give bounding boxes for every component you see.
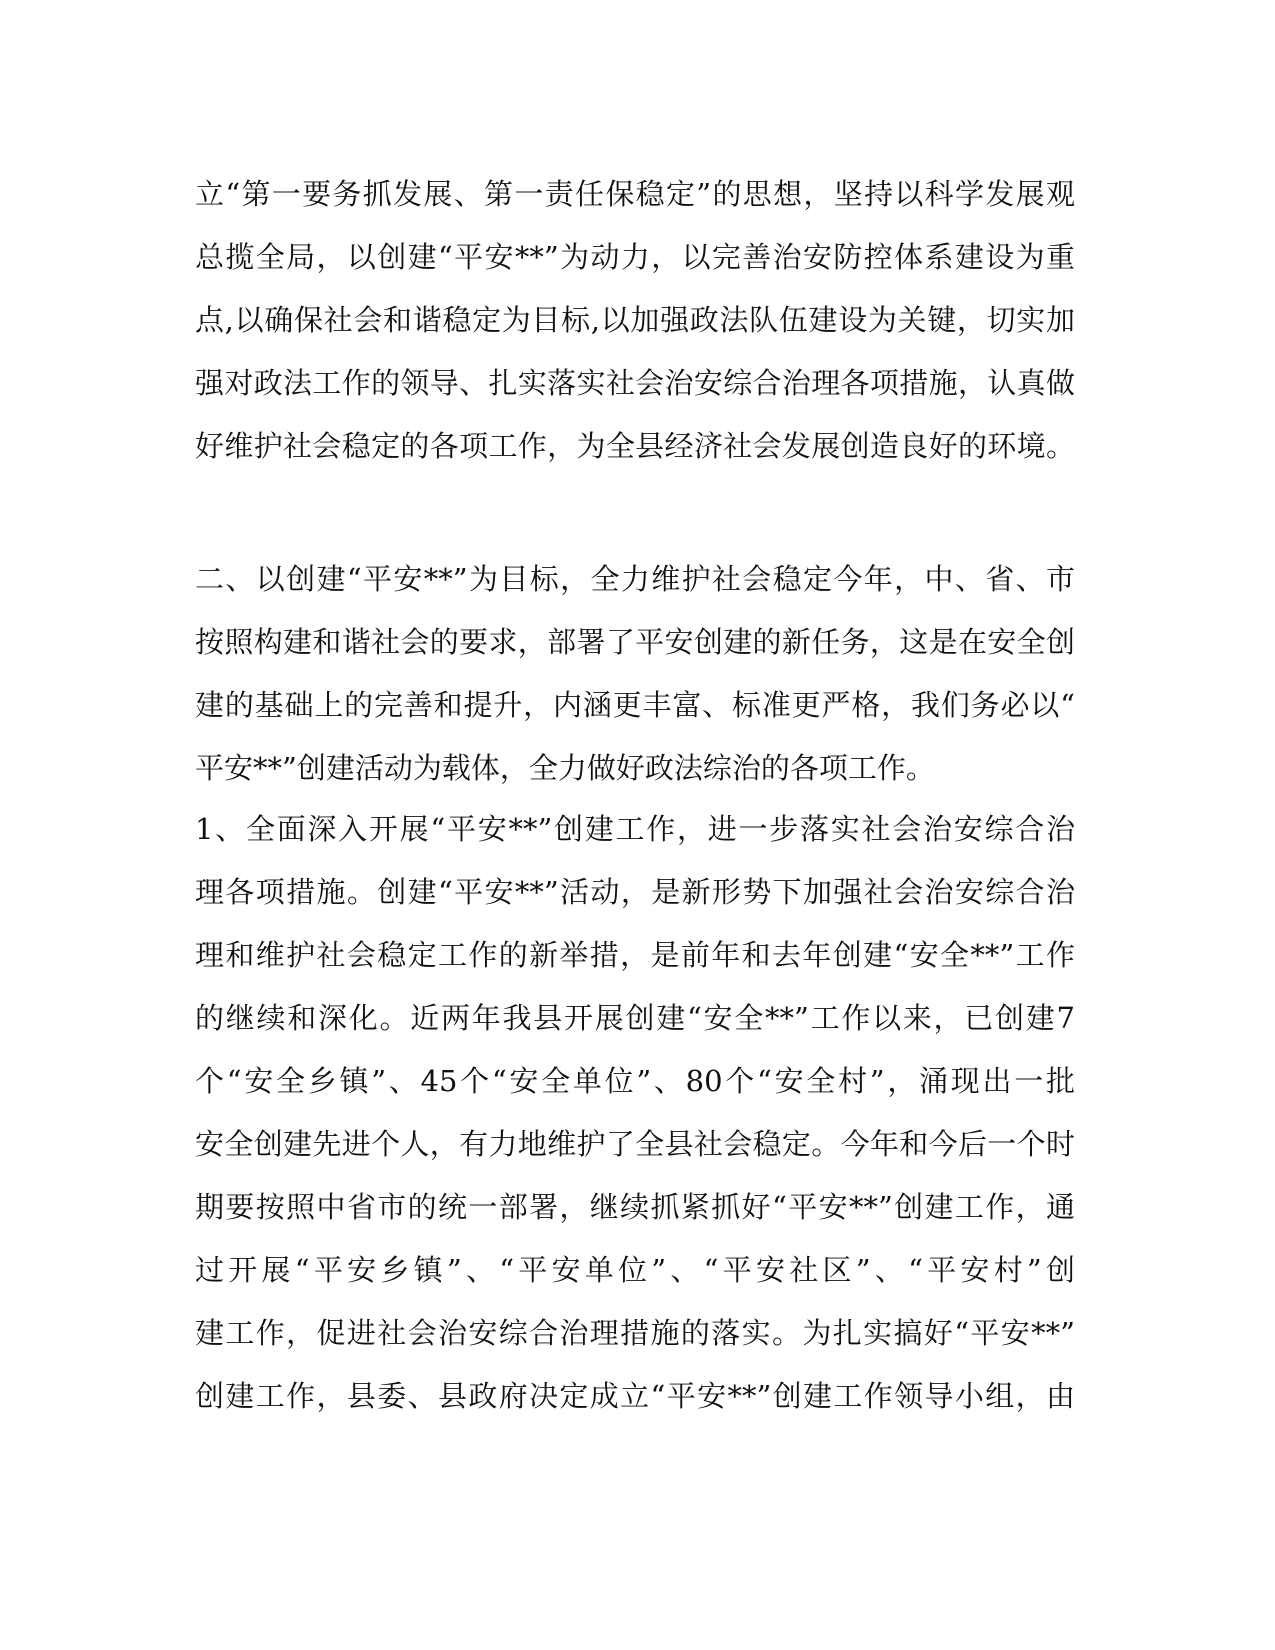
text-line: 总揽全局，以创建“平安**”为动力，以完善治安防控体系建设为重 <box>195 240 1075 274</box>
text-line: 安全创建先进个人，有力地维护了全县社会稳定。今年和今后一个时 <box>195 1127 1075 1161</box>
text-line: 创建工作，县委、县政府决定成立“平安**”创建工作领导小组，由 <box>195 1379 1075 1413</box>
text-line: 的继续和深化。近两年我县开展创建“安全**”工作以来，已创建7 <box>195 1001 1075 1035</box>
text-line: 1、全面深入开展“平安**”创建工作，进一步落实社会治安综合治 <box>195 812 1075 846</box>
paragraph-3 <box>195 798 1075 1428</box>
paragraph-2 <box>195 548 1075 800</box>
text-line: 建工作，促进社会治安综合治理措施的落实。为扎实搞好“平安**” <box>195 1316 1075 1350</box>
text-line: 好维护社会稳定的各项工作，为全县经济社会发展创造良好的环境。 <box>195 429 1075 463</box>
text-line: 建的基础上的完善和提升，内涵更丰富、标准更严格，我们务必以“ <box>195 688 1075 722</box>
text-line: 期要按照中省市的统一部署，继续抓紧抓好“平安**”创建工作，通 <box>195 1190 1075 1224</box>
text-line: 个“安全乡镇”、45个“安全单位”、80个“安全村”，涌现出一批 <box>195 1064 1075 1098</box>
text-line: 按照构建和谐社会的要求，部署了平安创建的新任务，这是在安全创 <box>195 625 1075 659</box>
text-line: 平安**”创建活动为载体，全力做好政法综治的各项工作。 <box>195 751 935 785</box>
text-line: 二、以创建“平安**”为目标，全力维护社会稳定今年，中、省、市 <box>195 562 1075 596</box>
text-line: 立“第一要务抓发展、第一责任保稳定”的思想，坚持以科学发展观 <box>195 177 1075 211</box>
text-line: 理各项措施。创建“平安**”活动，是新形势下加强社会治安综合治 <box>195 875 1075 909</box>
text-line: 过开展“平安乡镇”、“平安单位”、“平安社区”、“平安村”创 <box>195 1253 1075 1287</box>
text-line: 强对政法工作的领导、扎实落实社会治安综合治理各项措施，认真做 <box>195 366 1075 400</box>
text-line: 理和维护社会稳定工作的新举措，是前年和去年创建“安全**”工作 <box>195 938 1075 972</box>
text-line: 点,以确保社会和谐稳定为目标,以加强政法队伍建设为关键，切实加 <box>195 303 1075 337</box>
paragraph-1 <box>195 163 1075 478</box>
